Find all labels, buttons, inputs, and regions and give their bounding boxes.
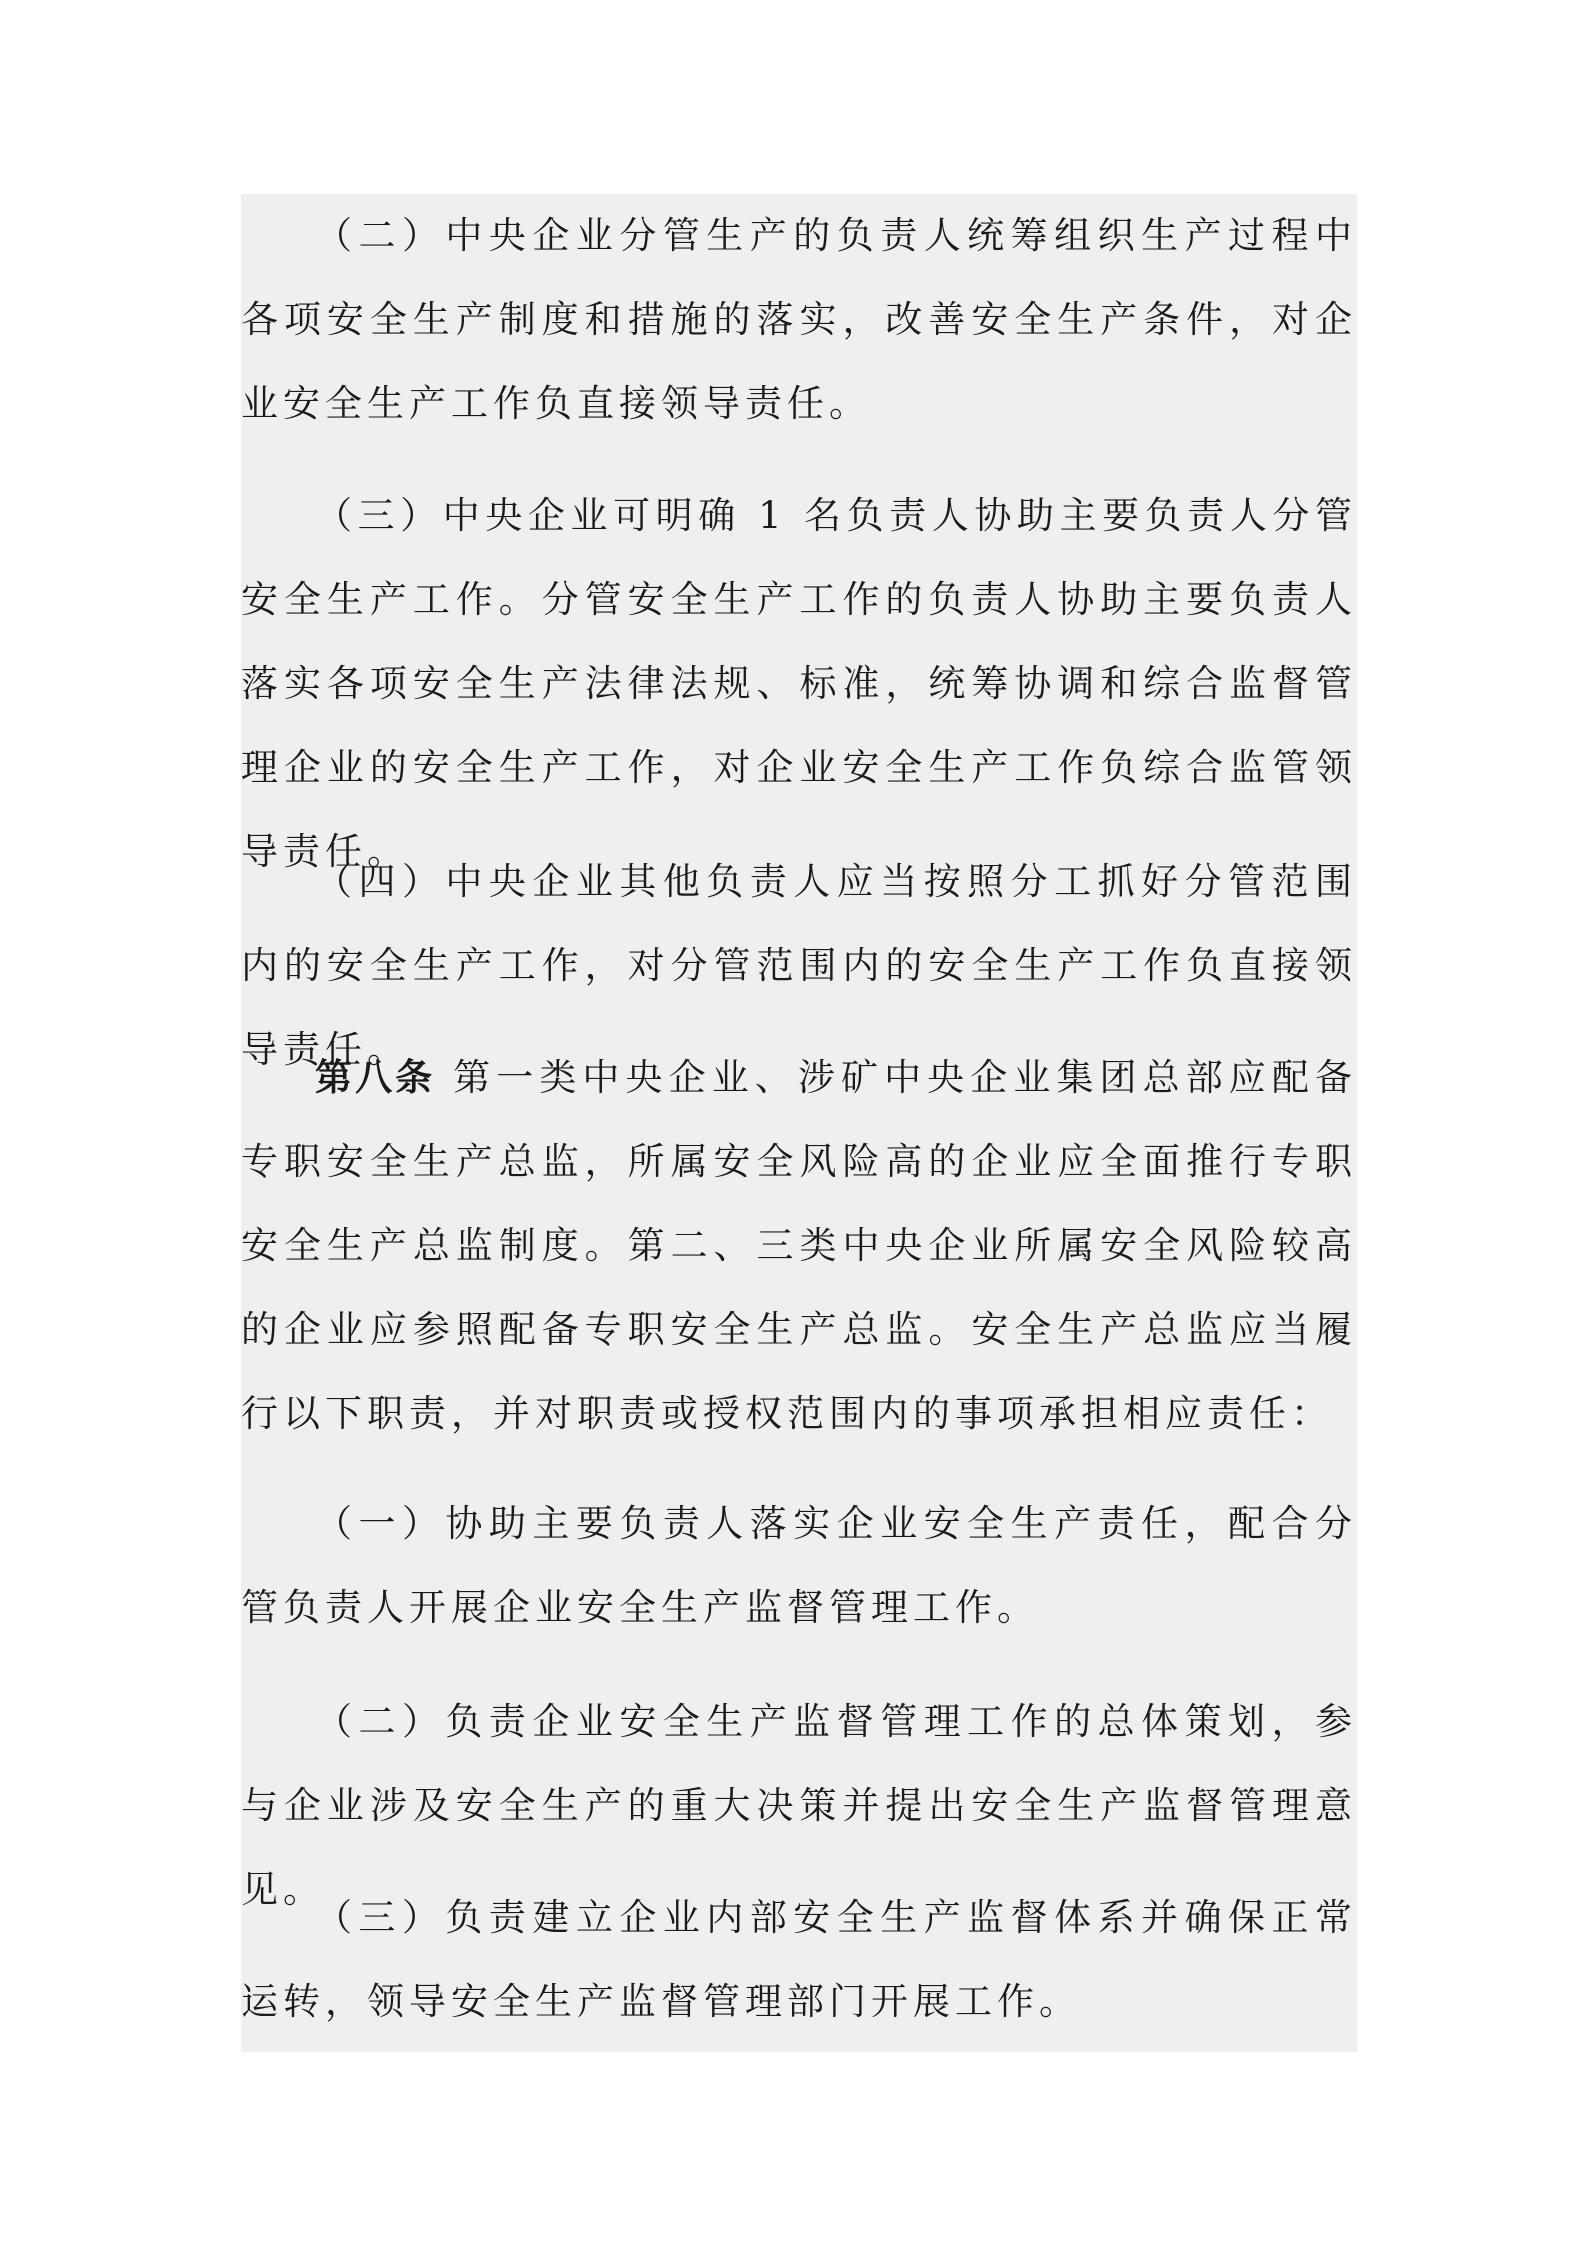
article-8-body: 第一类中央企业、涉矿中央企业集团总部应配备专职安全生产总监，所属安全风险高的企业应全面推行专职安全生产总监制度。第二、三类中央企业所属安全风险较高的企业应参照配备专职安全生产总监。安全生产总监应当履行以下职责，并对职责或授权范围内的事项承担相应责任： <box>241 1056 1357 1435</box>
article-8-paragraph <box>241 1036 1357 1456</box>
paragraph-item-4: （四）中央企业其他负责人应当按照分工抓好分管范围内的安全生产工作，对分管范围内的安全生产工作负直接领导责任。 <box>241 860 1357 1071</box>
paragraph-item-1: （一）协助主要负责人落实企业安全生产责任，配合分管负责人开展企业安全生产监督管理工作。 <box>241 1502 1357 1629</box>
paragraph-item-2b: （二）负责企业安全生产监督管理工作的总体策划，参与企业涉及安全生产的重大决策并提出安全生产监督管理意见。 <box>241 1700 1357 1911</box>
document-text-panel <box>241 194 1357 2052</box>
paragraph-item-3: （三）中央企业可明确 1 名负责人协助主要负责人分管安全生产工作。分管安全生产工作的负责人协助主要负责人落实各项安全生产法律法规、标准，统筹协调和综合监督管理企业的安全生产工作，对企业安全生产工作负综合监管领导责任。 <box>241 494 1357 873</box>
paragraph-item-3b: （三）负责建立企业内部安全生产监督体系并确保正常运转，领导安全生产监督管理部门开展工作。 <box>241 1896 1357 2023</box>
paragraph-item-2: （二）中央企业分管生产的负责人统筹组织生产过程中各项安全生产制度和措施的落实，改善安全生产条件，对企业安全生产工作负直接领导责任。 <box>241 214 1357 425</box>
article-title: 第八条 <box>315 1056 436 1099</box>
